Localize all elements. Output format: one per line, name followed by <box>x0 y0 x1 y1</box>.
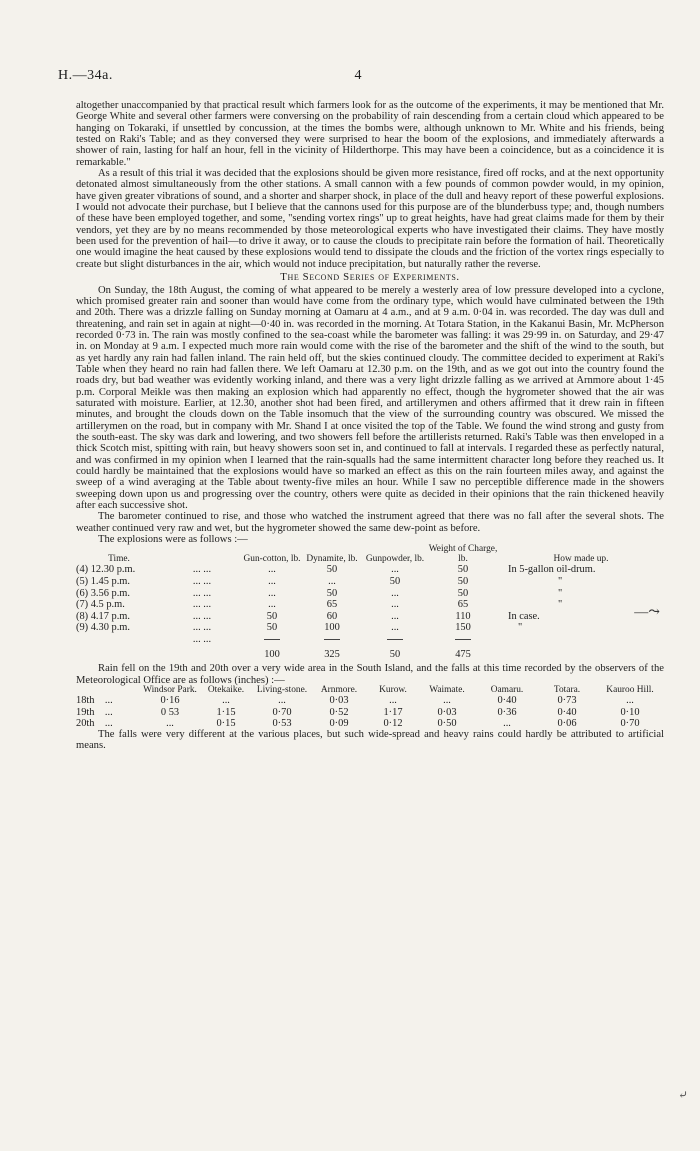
cell-gunpowder: ... <box>391 610 399 622</box>
cell-value: ... <box>166 717 174 729</box>
cell-value: 0·06 <box>557 717 577 729</box>
leader-dots: ... ... <box>192 599 212 611</box>
header-station: Kauroo Hill. <box>606 684 654 695</box>
cell-how: " <box>558 599 563 611</box>
cell-dynamite: 65 <box>326 599 338 611</box>
cell-guncotton: 50 <box>266 622 278 634</box>
leader-dots: ... ... <box>192 610 212 622</box>
leader-dots: ... ... <box>192 633 212 645</box>
row-time: (5) 1.45 p.m. <box>76 576 130 587</box>
cell-guncotton: ... <box>268 599 276 611</box>
cell-weight: 50 <box>457 576 469 587</box>
paragraph-2: As a result of this trial it was decided that the explosions should be given more resistance, fired off rocks, and at the next opportunity detonated almost simultaneously from the other stations. A small cannon with a few pounds of common powder would, in my opinion, have given greater vibrations of sound, and a shorter and sharper shock, in place of the dull and heavy report of these powerful explosions. I would not advocate their purchase, but I believe that the cannons used for this purpose are of the blunderbuss type; and, though numbers of these have been employed together, and some, "sending vortex rings" up to great heights, have had great claims made for them by their vendors, yet they are by no means recommended by those meteorological experts who have investigated their claims. They have mostly been used for the prevention of hail—to drive it away, or to cause the clouds to precipitate rain before the formation of hail. Theoretically one would imagine the heat caused by these explosions would tend to dissipate the clouds and the friction of the vortex rings especially to create but slight disturbances in the air, which would not induce precipitation, but naturally rather the reverse. <box>76 168 664 270</box>
leader-dots: ... ... <box>192 587 212 599</box>
cell-dynamite: 50 <box>326 587 338 599</box>
cell-guncotton: ... <box>268 564 276 576</box>
cell-value: 0·09 <box>329 717 349 729</box>
cell-weight: 110 <box>455 610 471 622</box>
header-station: Totara. <box>553 684 581 695</box>
cell-guncotton: 50 <box>266 610 278 622</box>
cell-value: 0·40 <box>497 695 517 707</box>
total-dynamite: 325 <box>324 648 340 660</box>
cell-dynamite: 100 <box>324 622 340 634</box>
cell-gunpowder: 50 <box>389 576 401 587</box>
cell-how: In case. <box>508 610 540 622</box>
cell-value: ... <box>222 695 230 707</box>
header-weight: Weight of Charge, lb. <box>428 544 498 564</box>
paragraph-4: The barometer continued to rise, and those who watched the instrument agreed that there was no fall after the several shots. The weather continued very raw and wet, but the hygrometer showed the same dew-point as before. <box>76 511 664 534</box>
cell-value: 0·10 <box>620 706 640 718</box>
document-body <box>76 100 664 752</box>
cell-value: 0·50 <box>437 717 457 729</box>
cell-guncotton: ... <box>268 587 276 599</box>
cell-weight: 65 <box>457 599 469 611</box>
cell-value: 0·70 <box>620 717 640 729</box>
leader-dots: ... ... <box>192 564 212 576</box>
cell-gunpowder: ... <box>391 587 399 599</box>
cell-value: 0·03 <box>329 695 349 707</box>
section-heading: The Second Series of Experiments. <box>280 271 460 284</box>
cell-gunpowder: ... <box>391 564 399 576</box>
cell-value: 0·15 <box>216 717 236 729</box>
cell-value: ... <box>278 695 286 707</box>
rain-intro: Rain fell on the 19th and 20th over a very wide area in the South Island, and the falls at this time recorded by the observers of the Meteorological Office are as follows (inches) :— <box>76 663 664 686</box>
cell-value: 0·12 <box>383 717 403 729</box>
header-station: Kurow. <box>379 684 407 695</box>
cell-value: 0·52 <box>329 706 349 718</box>
cell-value: 0·70 <box>272 706 292 718</box>
cell-how: " <box>558 587 563 599</box>
table-row <box>76 707 664 718</box>
total-weight: 475 <box>455 648 471 660</box>
page-header <box>58 68 658 88</box>
total-gunpowder: 50 <box>389 648 401 660</box>
cell-value: 0·73 <box>557 695 577 707</box>
row-time: (7) 4.5 p.m. <box>76 599 125 611</box>
paragraph-3: On Sunday, the 18th August, the coming of what appeared to be merely a westerly area of low pressure developed into a cyclone, which promised greater rain and sooner than would have come from the ordinary type, which would have culminated between the 19th and 20th. There was a drizzle falling on Sunday morning at Oamaru at 4 a.m., and at 9 a.m. 0·04 in. was recorded. The day was dull and threatening, and rain set in again at night—0·40 in. was recorded in the morning. At Totara Station, in the Kakanui Basin, Mr. McPherson recorded 0·73 in. The rain was mostly confined to the sea-coast while the barometer was falling: it was 29·99 in. on Saturday, and 29·47 in. on Monday at 9 a.m. I expected much more rain would come with the rise of the barometer and the shift of the wind to the south, but as yet hardly any rain had fallen inland. The rain held off, but the skies continued cloudy. The committee decided to experiment at Raki's Table when they heard no rain had fallen there. We left Oamaru at 12.30 p.m. on the 19th, and as we got out into the country found the roads dry, but bad weather was evidently working inland, and there was a very light drizzle falling as we arrived at Arnmore about 1·45 p.m. Corporal Meikle was then making an explosion which had apparently no effect, though the hygrometer showed that the air was saturated with moisture. Earlier, at 12.30, another shot had been fired, and artillerymen and others affirmed that it drew rain in fifteen minutes, and brought the clouds down on the Table insomuch that the view of the surrounding country was obscured. We missed the artillerymen on the road, but in company with Mr. Shand I at once visited the top of the Table. We found the wind strong and gusty from the south-east. The sky was dark and lowering, and two showers fell before the artillerists returned. Raki's Table was then enveloped in a thick Scotch mist, spitting with rain, but heavy showers soon set in, and continued to fall at intervals. I regarded these as perfectly natural, and was confirmed in my opinion when I learned that the rain-squalls had the same intermittent character long before they reached us. It could hardly be maintained that the explosions would have so marked an effect as this on the rain fourteen miles away, and against the sweep of a wind averaging at the Table about twenty-five miles an hour. While I saw no perceptible difference made in the showers sweeping down upon us and progressing over the country, others were quite as decided in their opinions that the rain thickened heavily after each successive shot. <box>76 284 664 512</box>
cell-how: In 5-gallon oil-drum. <box>508 564 596 576</box>
explosions-header-row <box>76 545 664 564</box>
explosions-table <box>76 545 664 660</box>
cell-dynamite: 60 <box>326 610 338 622</box>
header-dynamite: Dynamite, lb. <box>306 553 358 564</box>
cell-value: 1·15 <box>216 706 236 718</box>
cell-value: 0·40 <box>557 706 577 718</box>
header-gunpowder: Gunpowder, lb. <box>365 553 425 564</box>
row-day: 20th ... <box>76 717 113 729</box>
table-row <box>76 588 664 600</box>
cell-value: 0 53 <box>160 706 180 718</box>
table-row <box>76 611 664 623</box>
table-row <box>76 564 664 576</box>
cell-value: 0·16 <box>160 695 180 707</box>
rule-row <box>76 634 664 646</box>
cell-value: ... <box>626 695 634 707</box>
header-station: Waimate. <box>429 684 465 695</box>
totals-row <box>76 646 664 661</box>
table-row <box>76 576 664 588</box>
cell-dynamite: ... <box>328 576 336 587</box>
total-guncotton: 100 <box>264 648 280 660</box>
leader-dots: ... ... <box>192 576 212 587</box>
table-row <box>76 599 664 611</box>
header-station: Windsor Park. <box>143 684 197 695</box>
cell-value: ... <box>503 717 511 729</box>
paragraph-1: altogether unaccompanied by that practical result which farmers look for as the outcome of the experiments, it may be mentioned that Mr. George White and several other farmers were conversing on the probability of rain descending from a certain cloud which appeared to be hanging on Tokaraki, if unsettled by concussion, at the times the bombs were, although unknown to Mr. White and his friends, being tested on Raki's Table; and as they conversed they were surprised to hear the boom of the explosions, and immediately afterwards a shower of rain, lasting for half an hour, fell in the vicinity of Hilderthorpe. This may have been a coincidence, but as a coincidence it is remarkable." <box>76 100 664 168</box>
header-guncotton: Gun-cotton, lb. <box>243 553 301 564</box>
header-station: Oamaru. <box>490 684 524 695</box>
row-time: (9) 4.30 p.m. <box>76 622 130 634</box>
cell-dynamite: 50 <box>326 564 338 576</box>
cell-value: ... <box>389 695 397 707</box>
cell-how: " <box>558 576 563 587</box>
document-reference: H.—34a. <box>58 68 113 83</box>
header-spacer <box>162 545 242 564</box>
cell-gunpowder: ... <box>391 599 399 611</box>
cell-how: " <box>518 622 523 634</box>
leader-dots: ... ... <box>192 622 212 634</box>
page-number: 4 <box>354 68 362 83</box>
header-station: Living-stone. <box>256 684 308 695</box>
table-row <box>76 718 664 729</box>
margin-arrow-mark: —⤳ <box>634 605 660 620</box>
cell-weight: 50 <box>457 587 469 599</box>
row-time: (8) 4.17 p.m. <box>76 610 130 622</box>
header-time: Time. <box>108 553 130 564</box>
row-day: 19th ... <box>76 706 113 718</box>
cell-weight: 50 <box>457 564 469 576</box>
rainfall-header-row <box>76 686 664 696</box>
cell-weight: 150 <box>455 622 471 634</box>
table-row <box>76 695 664 706</box>
row-day: 18th ... <box>76 695 113 707</box>
cell-value: 0·03 <box>437 706 457 718</box>
cell-gunpowder: ... <box>391 622 399 634</box>
row-time: (4) 12.30 p.m. <box>76 564 136 576</box>
cell-value: 0·53 <box>272 717 292 729</box>
header-station: Arnmore. <box>320 684 358 695</box>
cell-guncotton: ... <box>268 576 276 587</box>
cell-value: ... <box>443 695 451 707</box>
rainfall-table <box>76 686 664 729</box>
explosions-intro: The explosions were as follows :— <box>98 534 248 546</box>
header-station: Otekaike. <box>207 684 245 695</box>
table-row <box>76 622 664 634</box>
cell-value: 0·36 <box>497 706 517 718</box>
row-time: (6) 3.56 p.m. <box>76 587 130 599</box>
cell-value: 1·17 <box>383 706 403 718</box>
margin-tick-mark: ⤶ <box>677 1088 688 1102</box>
header-how: How made up. <box>553 553 609 564</box>
closing-paragraph: The falls were very different at the various places, but such wide-spread and heavy rains could hardly be attributed to artificial means. <box>76 728 664 752</box>
